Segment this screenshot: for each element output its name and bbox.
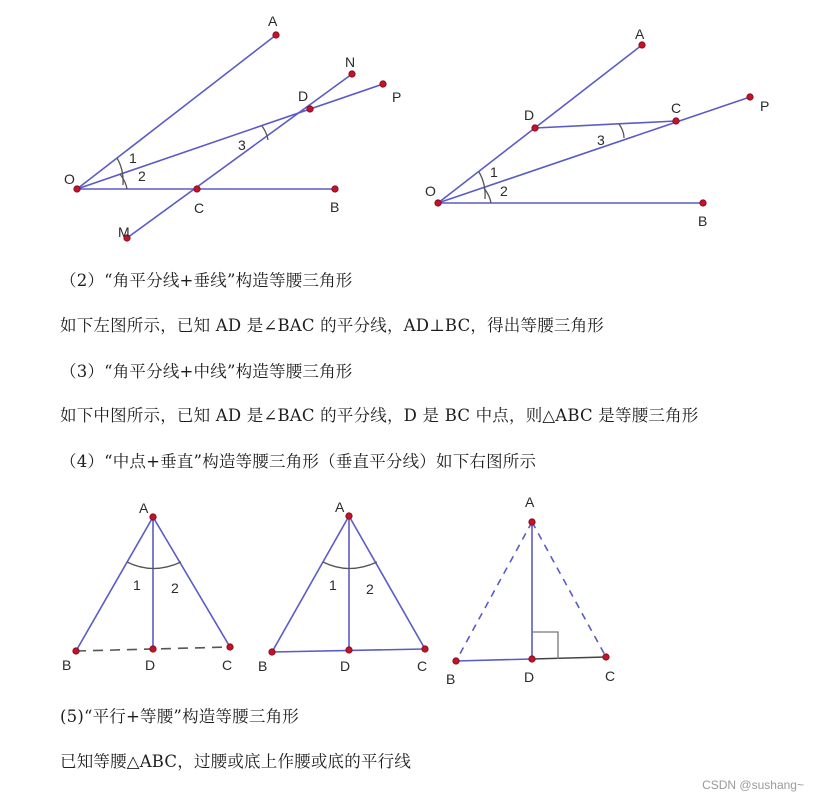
angle-arc-3: [619, 124, 624, 138]
section-3-body: 如下中图所示，已知 AD 是∠BAC 的平分线，D 是 BC 中点，则△ABC 是等腰三角形: [60, 406, 699, 425]
label-O: O: [64, 171, 75, 187]
label-D: D: [340, 658, 351, 674]
label-angle-3: 3: [597, 132, 605, 148]
point-N: [349, 71, 355, 77]
side-AC: [349, 516, 425, 649]
label-C: C: [605, 668, 616, 684]
side-AC-dashed: [532, 522, 606, 657]
triangle-bisector-median: [258, 499, 428, 674]
ray-OA: [77, 35, 276, 189]
segment-DC: [535, 121, 676, 128]
label-D: D: [524, 669, 535, 685]
point-D: [529, 656, 535, 662]
label-B: B: [62, 657, 72, 673]
label-angle-2: 2: [500, 183, 508, 199]
label-A: A: [335, 499, 345, 515]
point-P: [380, 81, 386, 87]
label-O: O: [425, 183, 436, 199]
right-angle-mark: [532, 632, 558, 659]
label-A: A: [139, 500, 149, 516]
section-3-title: （3）“角平分线+中线”构造等腰三角形: [60, 362, 353, 381]
point-O: [435, 200, 441, 206]
point-C: [194, 186, 200, 192]
point-B: [73, 648, 79, 654]
point-C: [673, 118, 679, 124]
side-AC: [153, 517, 230, 647]
point-A: [529, 519, 535, 525]
point-A: [639, 42, 645, 48]
label-N: N: [345, 54, 356, 70]
label-B: B: [446, 671, 456, 687]
figure-angle-bisector-left: [64, 13, 401, 241]
point-A: [273, 32, 279, 38]
point-P: [747, 94, 753, 100]
section-5-title: (5)“平行+等腰”构造等腰三角形: [60, 707, 299, 726]
point-D: [307, 106, 313, 112]
label-C: C: [222, 657, 233, 673]
section-2-body: 如下左图所示，已知 AD 是∠BAC 的平分线，AD⊥BC，得出等腰三角形: [60, 316, 604, 335]
triangle-perpendicular-bisector: [446, 494, 615, 687]
side-AB: [76, 517, 153, 651]
angle-arc: [127, 562, 181, 569]
section-5-body: 已知等腰△ABC，过腰或底上作腰或底的平行线: [60, 752, 412, 771]
angle-arc: [323, 562, 377, 569]
label-angle-1: 1: [133, 577, 141, 593]
angle-arc-1: [117, 158, 123, 185]
label-B: B: [258, 658, 268, 674]
triangle-bisector-perpendicular: [62, 500, 233, 673]
label-C: C: [417, 658, 428, 674]
side-AB-dashed: [456, 522, 532, 661]
section-4-title: （4）“中点+垂直”构造等腰三角形（垂直平分线）如下右图所示: [60, 452, 537, 471]
angle-arc-1: [479, 172, 485, 199]
label-B: B: [698, 213, 708, 229]
label-A: A: [525, 494, 535, 510]
label-C: C: [194, 200, 205, 216]
label-P: P: [760, 98, 770, 114]
watermark: CSDN @sushang~: [702, 778, 804, 792]
side-AB: [272, 516, 349, 652]
label-A: A: [268, 13, 278, 29]
label-A: A: [635, 26, 645, 42]
label-angle-1: 1: [129, 150, 137, 166]
point-B: [269, 649, 275, 655]
point-D: [346, 647, 352, 653]
label-D: D: [298, 88, 309, 104]
label-angle-2: 2: [138, 168, 146, 184]
point-D: [532, 125, 538, 131]
label-D: D: [524, 107, 535, 123]
label-angle-1: 1: [329, 577, 337, 593]
label-P: P: [392, 89, 402, 105]
label-M: M: [118, 224, 130, 240]
label-angle-2: 2: [171, 580, 179, 596]
point-C: [603, 654, 609, 660]
segment-BD: [456, 659, 532, 661]
figure-angle-bisector-right: [425, 26, 769, 229]
label-D: D: [145, 657, 156, 673]
point-B: [453, 658, 459, 664]
label-angle-2: 2: [366, 581, 374, 597]
line-MN: [127, 74, 352, 238]
point-C: [227, 644, 233, 650]
point-C: [422, 646, 428, 652]
point-B: [332, 186, 338, 192]
label-C: C: [671, 100, 682, 116]
label-B: B: [330, 199, 340, 215]
point-D: [150, 646, 156, 652]
segment-DC: [532, 657, 606, 659]
point-B: [700, 200, 706, 206]
point-A: [150, 514, 156, 520]
label-angle-3: 3: [238, 137, 246, 153]
section-2-title: （2）“角平分线+垂线”构造等腰三角形: [60, 271, 353, 290]
point-A: [346, 513, 352, 519]
label-angle-1: 1: [490, 164, 498, 180]
